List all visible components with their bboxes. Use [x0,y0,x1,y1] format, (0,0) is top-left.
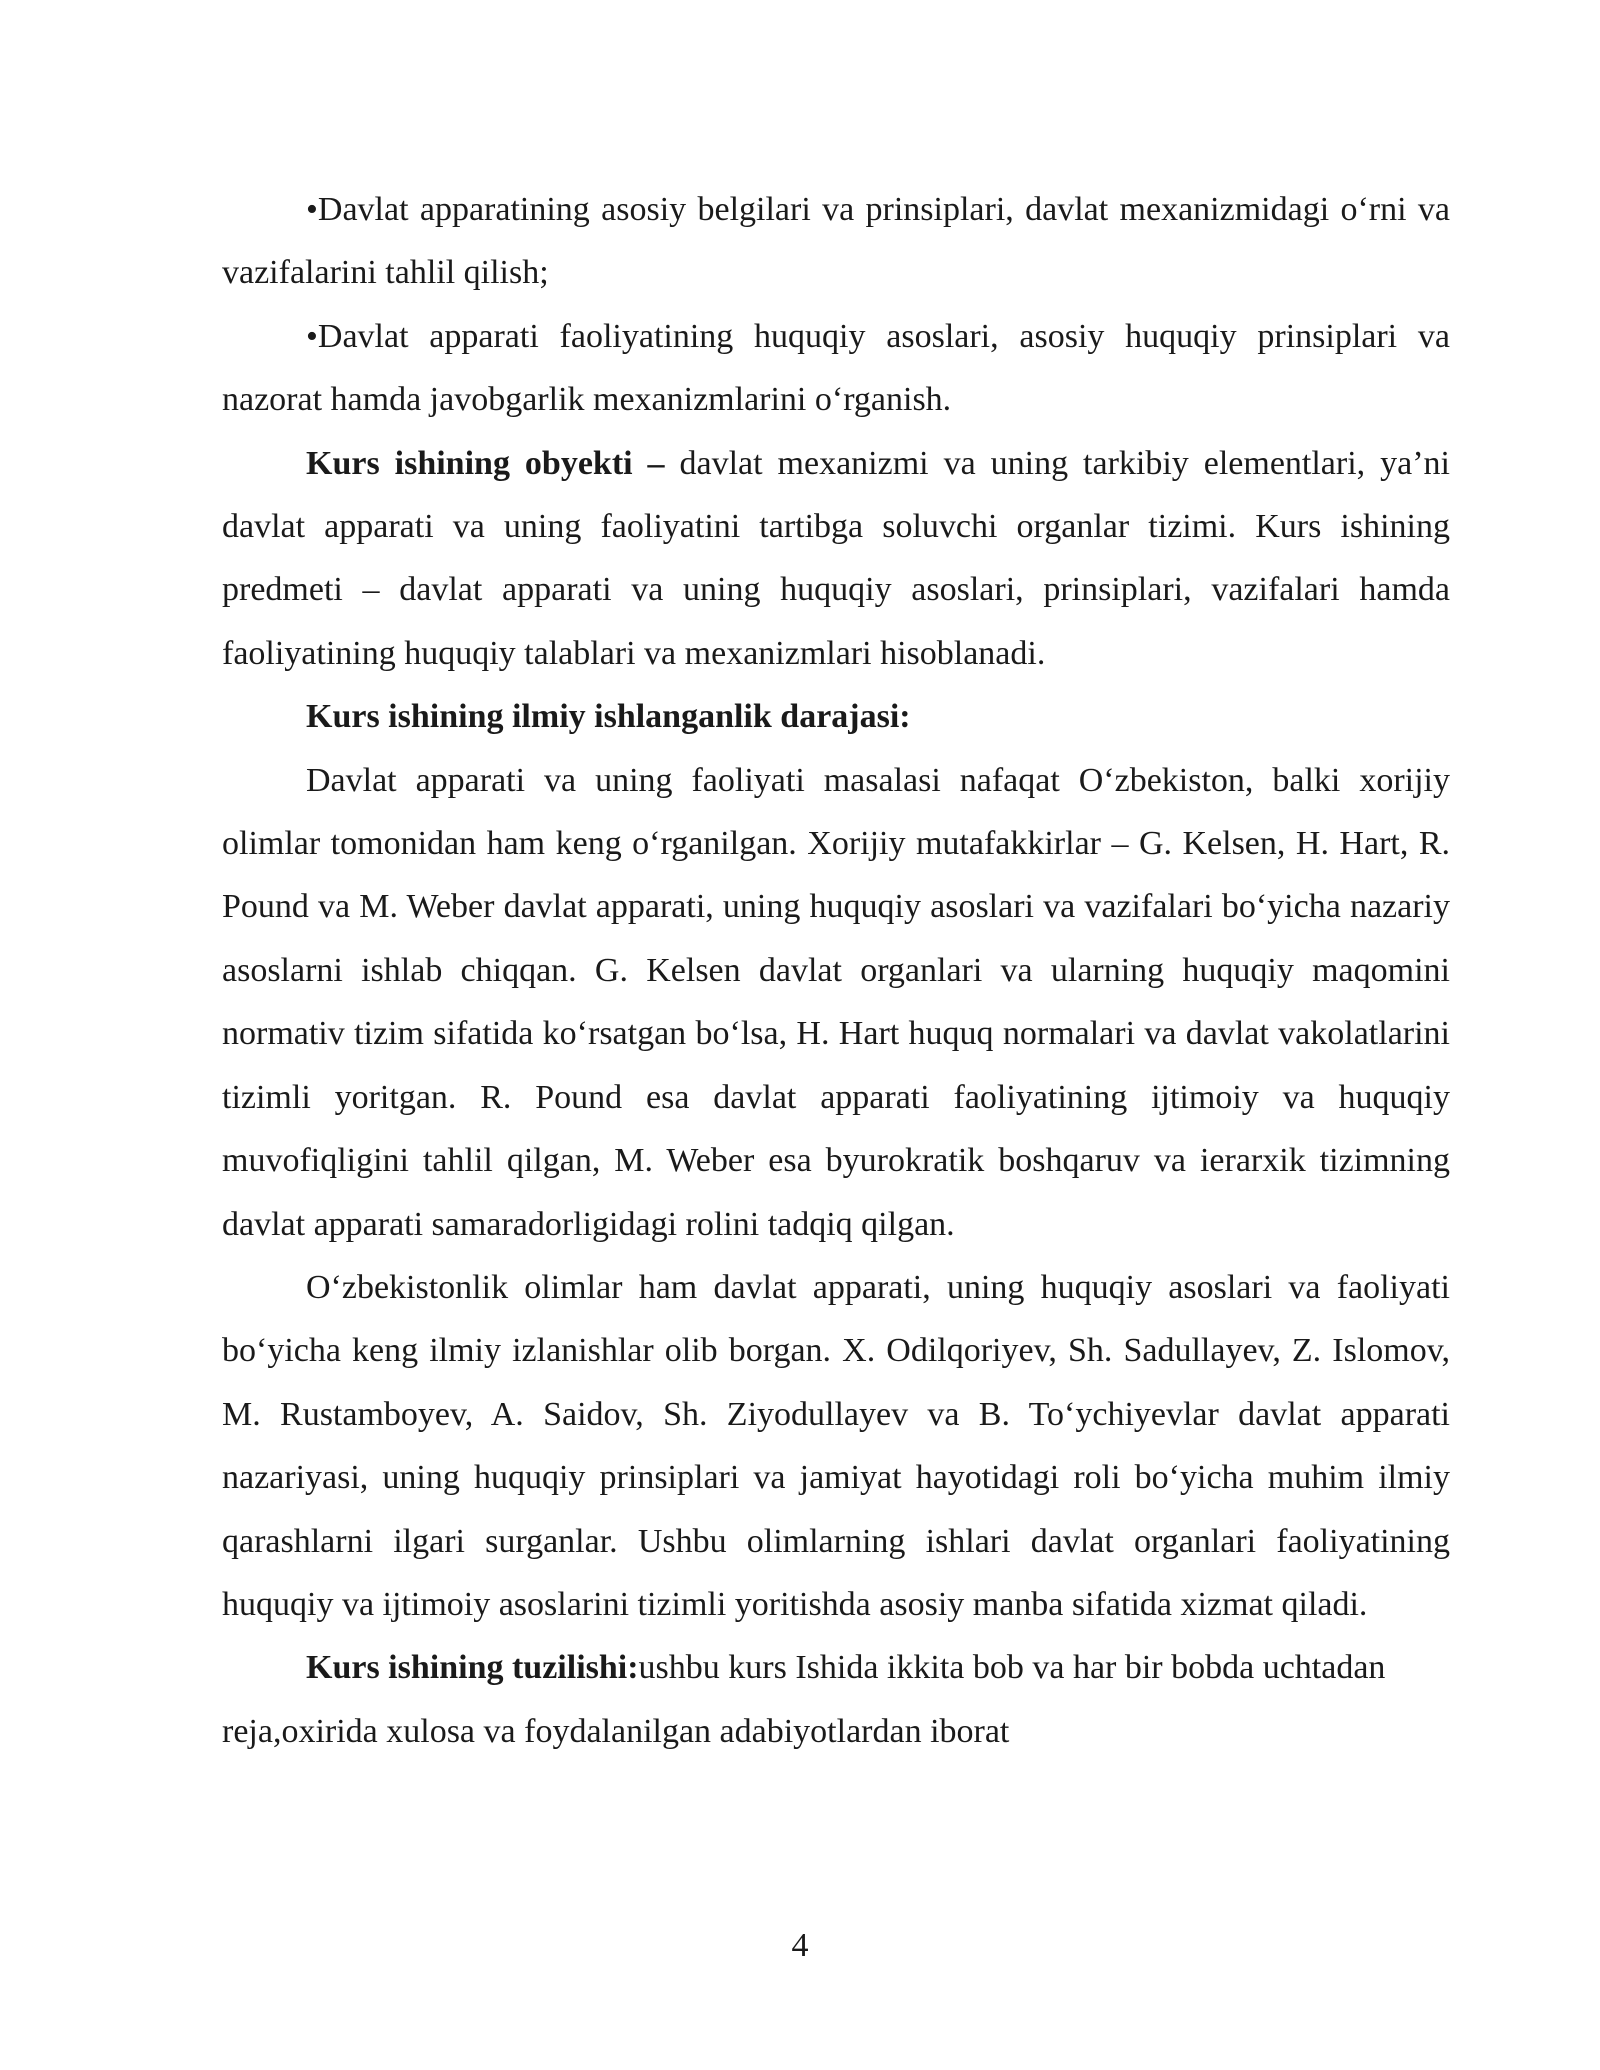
structure-paragraph [222,1636,1450,1763]
research-paragraph: Oʻzbekistonlik olimlar ham davlat apparati, uning huquqiy asoslari va faoliyati boʻyicha keng ilmiy izlanishlar olib borgan. X. Odilqoriyev, Sh. Sadullayev, Z. Islomov, M. Rustamboyev, A. Saidov, Sh. Ziyodullayev va B. Toʻychiyevlar davlat apparati nazariyasi, uning huquqiy prinsiplari va jamiyat hayotidagi roli boʻyicha muhim ilmiy qarashlarni ilgari surganlar. Ushbu olimlarning ishlari davlat organlari faoliyatining huquqiy va ijtimoiy asoslarini tizimli yoritishda asosiy manba sifatida xizmat qiladi. [222,1268,1450,1623]
bullet-paragraph: •Davlat apparatining asosiy belgilari va prinsiplari, davlat mexanizmidagi oʻrni va vazifalarini tahlil qilish; [222,191,1450,292]
page-number: 4 [791,1927,809,1964]
structure-text: ushbu kurs Ishida ikkita bob va har bir bobda uchtadan reja,oxirida xulosa va foydalanilgan adabiyotlardan iborat [222,1649,1386,1750]
object-label: Kurs ishining obyekti – [306,444,665,482]
object-paragraph [222,432,1450,686]
research-heading: Kurs ishining ilmiy ishlanganlik darajasi: [306,698,911,736]
object-text: davlat mexanizmi va uning tarkibiy elementlari, ya’ni davlat apparati va uning faoliyatini tartibga soluvchi organlar tizimi. Kurs ishining predmeti – davlat apparati va uning huquqiy asoslari, prinsiplari, vazifalari hamda faoliyatining huquqiy talablari va mexanizmlari hisoblanadi. [222,444,1450,672]
structure-label: Kurs ishining tuzilishi: [306,1649,639,1687]
bullet-paragraph: •Davlat apparati faoliyatining huquqiy asoslari, asosiy huquqiy prinsiplari va nazorat hamda javobgarlik mexanizmlarini oʻrganish. [222,317,1450,419]
research-paragraph: Davlat apparati va uning faoliyati masalasi nafaqat Oʻzbekiston, balki xorijiy olimlar tomonidan ham keng oʻrganilgan. Xorijiy mutafakkirlar – G. Kelsen, H. Hart, R. Pound va M. Weber davlat apparati, uning huquqiy asoslari va vazifalari boʻyicha nazariy asoslarni ishlab chiqqan. G. Kelsen davlat organlari va ularning huquqiy maqomini normativ tizim sifatida koʻrsatgan boʻlsa, H. Hart huquq normalari va davlat vakolatlarini tizimli yoritgan. R. Pound esa davlat apparati faoliyatining ijtimoiy va huquqiy muvofiqligini tahlil qilgan, M. Weber esa byurokratik boshqaruv va ierarxik tizimning davlat apparati samaradorligidagi rolini tadqiq qilgan. [222,761,1450,1243]
document-page [222,178,1450,1763]
